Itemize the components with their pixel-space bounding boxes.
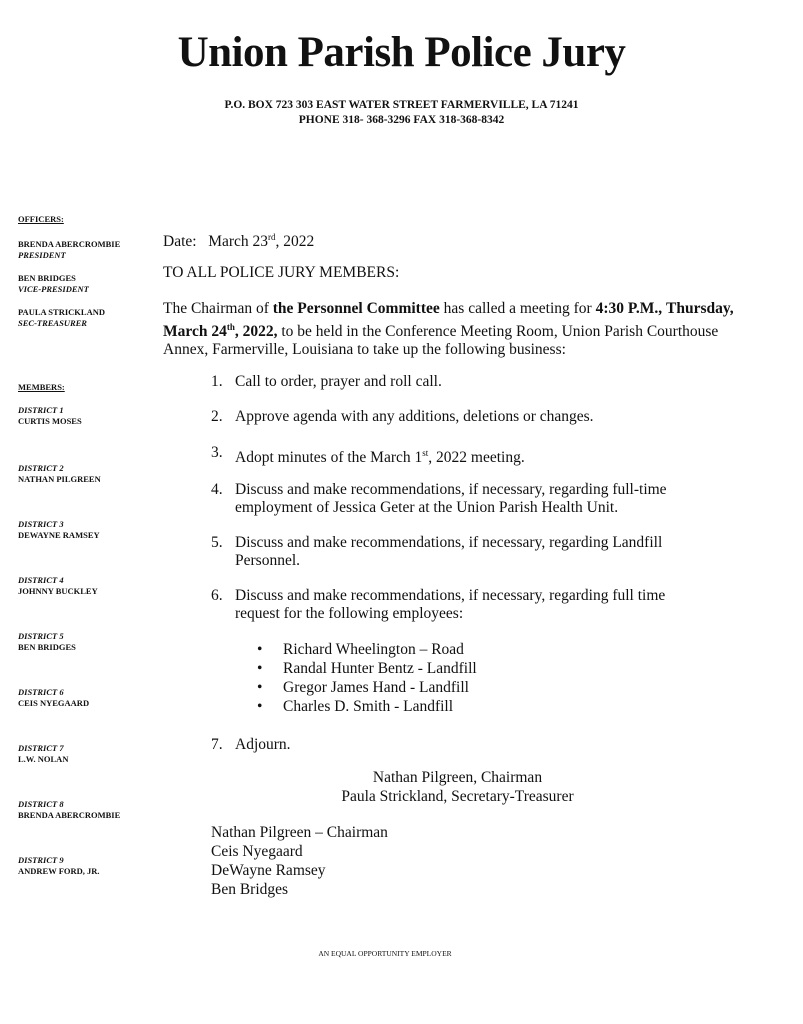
employee-list-item: • Richard Wheelington – Road <box>283 641 464 659</box>
member-district-8: DISTRICT 8 BRENDA ABERCROMBIE <box>18 799 121 820</box>
member-district-2: DISTRICT 2 NATHAN PILGREEN <box>18 463 101 484</box>
member-district-3: DISTRICT 3 DEWAYNE RAMSEY <box>18 519 100 540</box>
letter-date: Date: March 23rd, 2022 <box>163 232 315 251</box>
member-district-9: DISTRICT 9 ANDREW FORD, JR. <box>18 855 100 876</box>
document-title: Union Parish Police Jury <box>177 29 626 76</box>
members-heading: MEMBERS: <box>18 382 65 392</box>
letter-salutation: TO ALL POLICE JURY MEMBERS: <box>163 264 400 281</box>
member-district-7: DISTRICT 7 L.W. NOLAN <box>18 743 69 764</box>
employee-list-item: • Randal Hunter Bentz - Landfill <box>283 660 477 678</box>
agenda-item-1: 1. Call to order, prayer and roll call. <box>211 373 442 390</box>
member-district-1: DISTRICT 1 CURTIS MOSES <box>18 405 82 426</box>
employee-list-item: • Gregor James Hand - Landfill <box>283 679 469 697</box>
signature-secretary-treasurer: Paula Strickland, Secretary-Treasurer <box>341 788 574 805</box>
committee-member: DeWayne Ramsey <box>211 862 326 879</box>
agenda-item-6: 6. Discuss and make recommendations, if necessary, regarding full time request for the following employees: <box>211 587 666 622</box>
officer-president: BRENDA ABERCROMBIE PRESIDENT <box>18 239 121 260</box>
phone-fax-line: PHONE 318- 368-3296 FAX 318-368-8342 <box>298 114 505 126</box>
address-line: P.O. BOX 723 303 EAST WATER STREET FARMERVILLE, LA 71241 <box>224 99 579 111</box>
officer-vice-president: BEN BRIDGES VICE-PRESIDENT <box>18 273 89 294</box>
agenda-item-2: 2. Approve agenda with any additions, deletions or changes. <box>211 408 594 425</box>
committee-member: Ben Bridges <box>211 881 289 898</box>
letter-intro: The Chairman of the Personnel Committee has called a meeting for 4:30 P.M., Thursday, March 24th, 2022, to be held in the Conference Meeting Room, Union Parish Courthouse Annex, Farmerville, Louisiana to take up the following business: <box>163 300 734 359</box>
member-district-6: DISTRICT 6 CEIS NYEGAARD <box>18 687 90 708</box>
committee-member: Ceis Nyegaard <box>211 843 303 860</box>
committee-member: Nathan Pilgreen – Chairman <box>211 824 388 841</box>
signature-chairman: Nathan Pilgreen, Chairman <box>372 769 543 786</box>
employee-list-item: • Charles D. Smith - Landfill <box>283 698 453 716</box>
member-district-4: DISTRICT 4 JOHNNY BUCKLEY <box>18 575 98 596</box>
agenda-item-4: 4. Discuss and make recommendations, if necessary, regarding full-time employment of Jessica Geter at the Union Parish Health Unit. <box>211 481 667 516</box>
member-district-5: DISTRICT 5 BEN BRIDGES <box>18 631 76 652</box>
officer-sec-treasurer: PAULA STRICKLAND SEC-TREASURER <box>18 307 105 328</box>
officers-heading: OFFICERS: <box>18 214 64 224</box>
agenda-item-3: 3. Adopt minutes of the March 1st, 2022 meeting. <box>211 444 525 467</box>
agenda-item-7: 7. Adjourn. <box>211 736 291 753</box>
footer-text: AN EQUAL OPPORTUNITY EMPLOYER <box>318 949 452 958</box>
agenda-item-5: 5. Discuss and make recommendations, if necessary, regarding Landfill Personnel. <box>211 534 663 569</box>
